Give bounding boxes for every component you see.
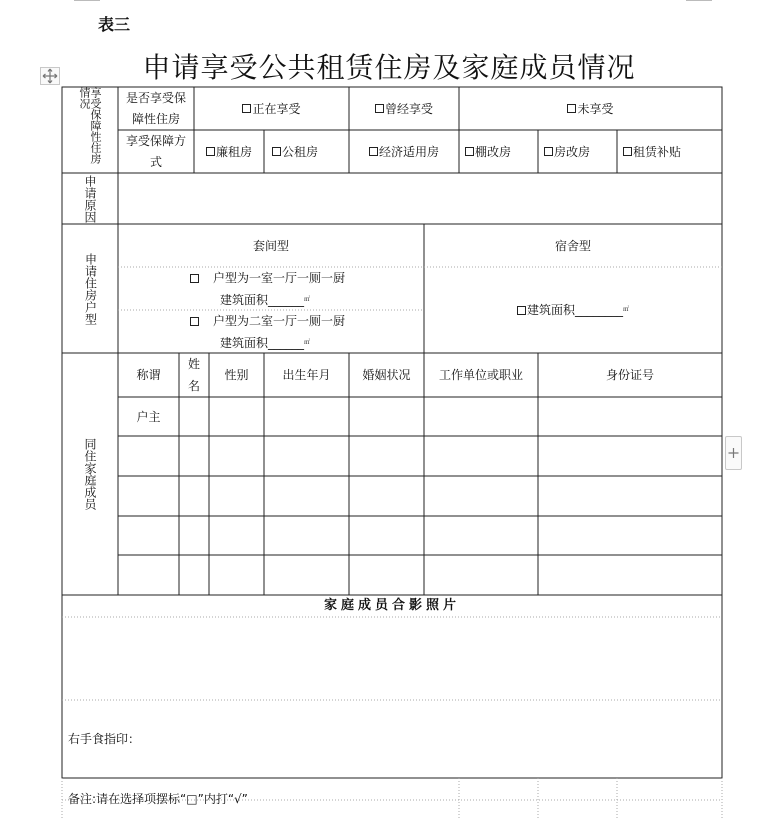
checkbox xyxy=(567,104,576,113)
row-cell-birth[interactable] xyxy=(264,476,349,516)
row-cell-employer[interactable] xyxy=(424,555,538,595)
row-cell-employer[interactable] xyxy=(424,397,538,436)
option-public-rent[interactable]: 公租房 xyxy=(264,130,349,173)
option-rent-subsidy[interactable]: 租赁补贴 xyxy=(617,130,722,173)
option-previously-received[interactable]: 曾经享受 xyxy=(349,87,459,130)
checkbox xyxy=(190,317,199,326)
column-header-relation: 称谓 xyxy=(136,368,161,382)
row-cell-name[interactable] xyxy=(179,397,209,436)
row-cell-marital[interactable] xyxy=(349,476,424,516)
option-reform-housing[interactable]: 房改房 xyxy=(538,130,617,173)
row-cell-id-number[interactable] xyxy=(538,516,722,555)
column-header-marital: 婚姻状况 xyxy=(362,368,411,382)
housing-type-label: 享受保障方式 xyxy=(125,133,186,169)
suite-type-header: 套间型 xyxy=(252,238,289,253)
row-cell-gender[interactable] xyxy=(209,555,264,595)
row-cell-relation[interactable] xyxy=(118,476,179,516)
row-cell-id-number[interactable] xyxy=(538,476,722,516)
row-cell-id-number[interactable] xyxy=(538,436,722,476)
application-reason-field[interactable] xyxy=(118,173,722,224)
suite-option-two-area[interactable]: 建筑面积 ______ ㎡ xyxy=(220,336,311,350)
row-cell-relation[interactable] xyxy=(118,555,179,595)
row-cell-name[interactable] xyxy=(179,516,209,555)
row-cell-gender[interactable] xyxy=(209,476,264,516)
table-label: 表三 xyxy=(98,15,131,34)
family-photo-title: 家庭成员合影照片 xyxy=(323,598,460,613)
row-cell-marital[interactable] xyxy=(349,555,424,595)
family-members-label: 同住家庭成员 xyxy=(83,438,97,510)
row-cell-employer[interactable] xyxy=(424,516,538,555)
suite-option-one-area[interactable]: 建筑面积 ______ ㎡ xyxy=(220,293,311,307)
section-housing-status-label: 享受保障性住房情况 xyxy=(78,87,102,164)
checkbox xyxy=(623,147,632,156)
row-cell-birth[interactable] xyxy=(264,436,349,476)
row-cell-name[interactable] xyxy=(179,436,209,476)
row-cell-gender[interactable] xyxy=(209,397,264,436)
row-cell-relation[interactable] xyxy=(118,436,179,476)
row-cell-id-number[interactable] xyxy=(538,555,722,595)
checkbox xyxy=(190,274,199,283)
family-photo-area[interactable] xyxy=(62,617,722,700)
row-cell-relation[interactable]: 户主 xyxy=(136,409,161,424)
footnote: 备注:请在选择项摆标“□”内打“√” xyxy=(68,792,248,806)
checkbox xyxy=(206,147,215,156)
checkbox xyxy=(517,306,526,315)
column-header-id-number: 身份证号 xyxy=(605,368,654,382)
checkbox xyxy=(242,104,251,113)
checkbox xyxy=(375,104,384,113)
receiving-housing-label: 是否享受保障性住房 xyxy=(125,90,186,126)
fingerprint-label: 右手食指印： xyxy=(68,732,141,746)
checkbox xyxy=(369,147,378,156)
add-row-button[interactable] xyxy=(725,436,742,470)
row-cell-employer[interactable] xyxy=(424,436,538,476)
row-cell-birth[interactable] xyxy=(264,516,349,555)
checkbox xyxy=(272,147,281,156)
option-currently-receiving[interactable]: 正在享受 xyxy=(194,87,349,130)
row-cell-gender[interactable] xyxy=(209,516,264,555)
column-header-employer: 工作单位或职业 xyxy=(438,368,523,382)
dorm-area-option[interactable]: 建筑面积 ________ ㎡ xyxy=(424,267,722,353)
row-cell-marital[interactable] xyxy=(349,436,424,476)
row-cell-name[interactable] xyxy=(179,476,209,516)
suite-option-two-bedroom[interactable]: 户型为二室一厅一厕一厨 xyxy=(190,311,380,331)
page-title: 申请享受公共租赁住房及家庭成员情况 xyxy=(142,51,636,84)
housing-layout-label: 申请住房户型 xyxy=(83,252,98,325)
plus-icon xyxy=(726,437,741,469)
dorm-type-header: 宿舍型 xyxy=(554,238,591,253)
row-cell-gender[interactable] xyxy=(209,436,264,476)
column-header-name: 姓名 xyxy=(187,357,200,393)
row-cell-relation[interactable] xyxy=(118,516,179,555)
column-header-gender: 性别 xyxy=(224,368,249,382)
column-header-birth: 出生年月 xyxy=(282,368,331,382)
row-cell-marital[interactable] xyxy=(349,516,424,555)
row-cell-birth[interactable] xyxy=(264,397,349,436)
application-reason-label: 申请原因 xyxy=(83,174,97,223)
row-cell-employer[interactable] xyxy=(424,476,538,516)
checkbox xyxy=(544,147,553,156)
row-cell-marital[interactable] xyxy=(349,397,424,436)
option-not-receiving[interactable]: 未享受 xyxy=(459,87,722,130)
row-cell-id-number[interactable] xyxy=(538,397,722,436)
row-cell-name[interactable] xyxy=(179,555,209,595)
suite-option-one-bedroom[interactable]: 户型为一室一厅一厕一厨 xyxy=(190,268,380,288)
option-shantytown[interactable]: 棚改房 xyxy=(459,130,538,173)
option-low-rent[interactable]: 廉租房 xyxy=(194,130,264,173)
option-affordable[interactable]: 经济适用房 xyxy=(349,130,459,173)
row-cell-birth[interactable] xyxy=(264,555,349,595)
checkbox xyxy=(465,147,474,156)
